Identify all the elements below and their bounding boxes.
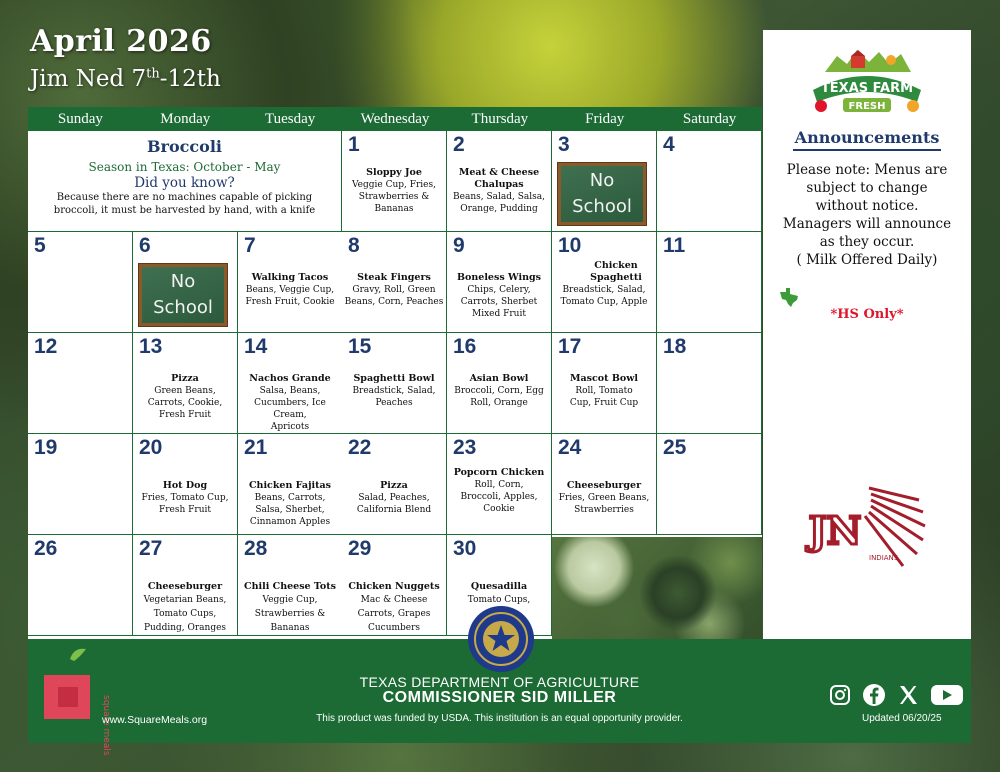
day-cell-10 bbox=[552, 232, 657, 333]
day-cell-2 bbox=[447, 131, 552, 232]
title-divider bbox=[793, 149, 941, 151]
meal-entree: Pizza bbox=[171, 373, 199, 384]
day-cell-29 bbox=[342, 535, 447, 636]
announcement-line: ( Milk Offered Daily) bbox=[796, 252, 938, 268]
meal-entree: Chicken Spaghetti bbox=[590, 260, 642, 283]
day-cell-26 bbox=[28, 535, 133, 636]
weekday-wednesday: Wednesday bbox=[360, 111, 430, 127]
day-number: 13 bbox=[139, 335, 163, 358]
meal-sides: Veggie Cup, Strawberries & Bananas bbox=[254, 595, 326, 633]
announcements-title: Announcements bbox=[794, 128, 940, 147]
day-cell-22 bbox=[342, 434, 447, 535]
meal bbox=[449, 467, 549, 515]
meal-entree: Meat & Cheese Chalupas bbox=[458, 167, 540, 190]
day-cell-9 bbox=[447, 232, 552, 333]
announcement-line: subject to change bbox=[806, 180, 928, 196]
jim-ned-indians-logo bbox=[799, 480, 929, 580]
day-cell-27 bbox=[133, 535, 238, 636]
day-number: 1 bbox=[348, 133, 360, 156]
meal-sides: Beans, Salad, Salsa, Orange, Pudding bbox=[453, 192, 545, 214]
meal-entree: Asian Bowl bbox=[469, 373, 529, 384]
day-cell-4 bbox=[657, 131, 762, 232]
meal bbox=[344, 373, 444, 409]
announcements-text bbox=[773, 161, 961, 269]
day-cell-11 bbox=[657, 232, 762, 333]
meal bbox=[240, 480, 340, 528]
meal-entree: Steak Fingers bbox=[357, 272, 431, 283]
day-cell-5 bbox=[28, 232, 133, 333]
meal-sides: Tomato Cups, bbox=[467, 595, 531, 605]
meal-entree: Popcorn Chicken bbox=[453, 467, 545, 478]
feature-did-you-know: Did you know? bbox=[134, 175, 235, 191]
facebook-icon[interactable] bbox=[862, 683, 886, 707]
meal-sides: Fries, Tomato Cup, Fresh Fruit bbox=[141, 493, 229, 515]
meal-sides: Breadstick, Salad, Tomato Cup, Apple bbox=[560, 285, 648, 307]
day-cell-23 bbox=[447, 434, 552, 535]
meal bbox=[554, 373, 654, 409]
meal-entree: Spaghetti Bowl bbox=[353, 373, 435, 384]
no-school-chalkboard bbox=[558, 163, 646, 225]
social-links bbox=[828, 683, 964, 707]
meal-entree: Cheeseburger bbox=[147, 581, 223, 592]
day-cell-1 bbox=[342, 131, 447, 232]
meal bbox=[240, 272, 340, 308]
announcement-line: Managers will announce bbox=[782, 216, 952, 232]
day-number: 24 bbox=[558, 436, 582, 459]
weekday-sunday: Sunday bbox=[57, 111, 103, 127]
menu-calendar bbox=[28, 107, 762, 639]
meal-sides: Broccoli, Corn, Egg Roll, Orange bbox=[454, 386, 544, 408]
no-school-line2: School bbox=[572, 196, 632, 217]
meal-entree: Quesadilla bbox=[470, 581, 528, 592]
feature-broccoli bbox=[28, 131, 342, 232]
day-cell-13 bbox=[133, 333, 238, 434]
day-number: 21 bbox=[244, 436, 268, 459]
announcements-panel bbox=[763, 30, 971, 639]
footer bbox=[28, 639, 971, 756]
day-number: 10 bbox=[558, 234, 582, 257]
day-cell-17 bbox=[552, 333, 657, 434]
day-cell-28 bbox=[238, 535, 343, 636]
announcement-line: without notice. bbox=[815, 198, 919, 214]
meal bbox=[344, 272, 444, 308]
day-cell-8 bbox=[342, 232, 447, 333]
logo-wordmark: square meals bbox=[101, 695, 111, 756]
subtitle-grade-end: -12th bbox=[159, 66, 221, 92]
day-number: 23 bbox=[453, 436, 477, 459]
day-cell-14 bbox=[238, 333, 343, 434]
meal-entree: Chicken Fajitas bbox=[248, 480, 332, 491]
day-number: 28 bbox=[244, 537, 268, 560]
day-number: 11 bbox=[663, 234, 686, 257]
announcement-line: Please note: Menus are bbox=[786, 162, 948, 178]
day-number: 30 bbox=[453, 537, 477, 560]
day-number: 6 bbox=[139, 234, 151, 257]
meal bbox=[344, 167, 444, 215]
day-number: 8 bbox=[348, 234, 360, 257]
updated-date: Updated 06/20/25 bbox=[862, 713, 942, 724]
day-cell-19 bbox=[28, 434, 133, 535]
logo-line1: TEXAS FARM bbox=[820, 81, 914, 96]
meal bbox=[240, 581, 340, 635]
meal bbox=[554, 480, 654, 516]
meal-entree: Chicken Nuggets bbox=[348, 581, 440, 592]
day-number: 27 bbox=[139, 537, 163, 560]
meal bbox=[554, 260, 654, 308]
day-number: 7 bbox=[244, 234, 256, 257]
meal-entree: Cheeseburger bbox=[566, 480, 642, 491]
instagram-icon[interactable] bbox=[828, 683, 852, 707]
day-number: 25 bbox=[663, 436, 687, 459]
commissioner-name: COMMISSIONER SID MILLER bbox=[382, 689, 617, 706]
meal-entree: Sloppy Joe bbox=[366, 167, 422, 178]
logo-letters: JN bbox=[808, 508, 862, 553]
day-number: 3 bbox=[558, 133, 570, 156]
meal bbox=[135, 373, 235, 421]
meal bbox=[135, 581, 235, 635]
feature-season: Season in Texas: October - May bbox=[88, 160, 281, 174]
logo-subtext: INDIANS bbox=[869, 554, 899, 562]
announcement-line: as they occur. bbox=[819, 234, 915, 250]
day-cell-20 bbox=[133, 434, 238, 535]
department-name: TEXAS DEPARTMENT OF AGRICULTURE bbox=[359, 674, 640, 690]
texas-farm-fresh-logo bbox=[807, 42, 927, 120]
feature-title: Broccoli bbox=[147, 137, 222, 156]
texas-state-icon bbox=[777, 285, 801, 309]
day-cell-16 bbox=[447, 333, 552, 434]
no-school-line1: No bbox=[589, 170, 615, 191]
day-cell-21 bbox=[238, 434, 343, 535]
day-number: 5 bbox=[34, 234, 46, 257]
logo-line2: FRESH bbox=[848, 101, 886, 112]
meal bbox=[449, 373, 549, 409]
day-cell-12 bbox=[28, 333, 133, 434]
meal-sides: Gravy, Roll, Green Beans, Corn, Peaches bbox=[344, 285, 444, 307]
meal-sides: Salad, Peaches, California Blend bbox=[356, 493, 432, 515]
meal-entree: Nachos Grande bbox=[249, 373, 331, 384]
meal-sides: Chips, Celery, Carrots, Sherbet Mixed Fruit bbox=[460, 285, 538, 319]
weekday-tuesday: Tuesday bbox=[265, 111, 316, 127]
subtitle-sup: th bbox=[146, 66, 160, 82]
day-cell-25 bbox=[657, 434, 762, 535]
meal-sides: Mac & Cheese Carrots, Grapes Cucumbers bbox=[357, 595, 431, 633]
meal bbox=[344, 581, 444, 635]
day-number: 26 bbox=[34, 537, 58, 560]
meal-sides: Roll, Corn, Broccoli, Apples, Cookie bbox=[460, 480, 538, 514]
weekday-saturday: Saturday bbox=[682, 111, 737, 127]
meal-sides: Beans, Carrots, Salsa, Sherbet, Cinnamon Apples bbox=[249, 493, 331, 527]
meal-entree: Chili Cheese Tots bbox=[244, 581, 336, 592]
day-number: 12 bbox=[34, 335, 58, 358]
day-number: 18 bbox=[663, 335, 687, 358]
meal bbox=[135, 480, 235, 516]
meal-sides: Roll, Tomato Cup, Fruit Cup bbox=[569, 386, 639, 408]
square-meals-url[interactable]: www.SquareMeals.org bbox=[102, 714, 208, 726]
meal-entree: Pizza bbox=[380, 480, 408, 491]
weekday-thursday: Thursday bbox=[471, 111, 529, 127]
no-school-line2: School bbox=[153, 297, 213, 318]
weekday-friday: Friday bbox=[585, 111, 625, 127]
meal-sides: Fries, Green Beans, Strawberries bbox=[558, 493, 650, 515]
day-cell-15 bbox=[342, 333, 447, 434]
day-number: 29 bbox=[348, 537, 372, 560]
hs-only-note: *HS Only* bbox=[830, 307, 904, 322]
subtitle-grade-start: Jim Ned 7 bbox=[30, 66, 147, 92]
usda-disclaimer: This product was funded by USDA. This institution is an equal opportunity provider. bbox=[316, 713, 683, 724]
day-number: 19 bbox=[34, 436, 58, 459]
meal-sides: Salsa, Beans, Cucumbers, Ice Cream, Apricots bbox=[254, 386, 326, 432]
meal bbox=[240, 373, 340, 433]
day-cell-6 bbox=[133, 232, 238, 333]
day-number: 4 bbox=[663, 133, 675, 156]
day-number: 9 bbox=[453, 234, 465, 257]
day-cell-18 bbox=[657, 333, 762, 434]
day-cell-3 bbox=[552, 131, 657, 232]
texas-department-of-agriculture-seal bbox=[467, 605, 535, 673]
meal-sides: Breadstick, Salad, Peaches bbox=[352, 386, 436, 408]
day-cell-24 bbox=[552, 434, 657, 535]
meal-sides: Beans, Veggie Cup, Fresh Fruit, Cookie bbox=[245, 285, 335, 307]
weekday-monday: Monday bbox=[160, 111, 211, 127]
no-school-line1: No bbox=[170, 271, 196, 292]
meal bbox=[344, 480, 444, 516]
day-number: 16 bbox=[453, 335, 477, 358]
meal-entree: Walking Tacos bbox=[251, 272, 329, 283]
day-number: 14 bbox=[244, 335, 268, 358]
page-title: April 2026 bbox=[30, 24, 212, 59]
meal bbox=[449, 167, 549, 215]
day-number: 22 bbox=[348, 436, 372, 459]
day-cell-7 bbox=[238, 232, 343, 333]
meal bbox=[449, 272, 549, 320]
day-number: 15 bbox=[348, 335, 372, 358]
youtube-icon[interactable] bbox=[930, 683, 964, 707]
weekday-header bbox=[28, 107, 762, 131]
meal-sides: Vegetarian Beans, Tomato Cups, Pudding, Oranges bbox=[143, 595, 227, 633]
feature-text: Because there are no machines capable of picking broccoli, it must be harvested by hand, with a knife bbox=[53, 192, 316, 216]
meal-entree: Boneless Wings bbox=[457, 272, 541, 283]
day-number: 17 bbox=[558, 335, 582, 358]
meal-sides: Veggie Cup, Fries, Strawberries & Bananas bbox=[352, 180, 436, 214]
page-subtitle bbox=[30, 66, 221, 92]
vegetable-photo bbox=[552, 537, 762, 639]
meal-entree: Hot Dog bbox=[162, 480, 208, 491]
day-number: 20 bbox=[139, 436, 163, 459]
meal-entree: Mascot Bowl bbox=[570, 373, 638, 384]
x-icon[interactable] bbox=[896, 683, 920, 707]
no-school-chalkboard bbox=[139, 264, 227, 326]
meal-sides: Green Beans, Carrots, Cookie, Fresh Fruit bbox=[147, 386, 223, 420]
day-number: 2 bbox=[453, 133, 465, 156]
